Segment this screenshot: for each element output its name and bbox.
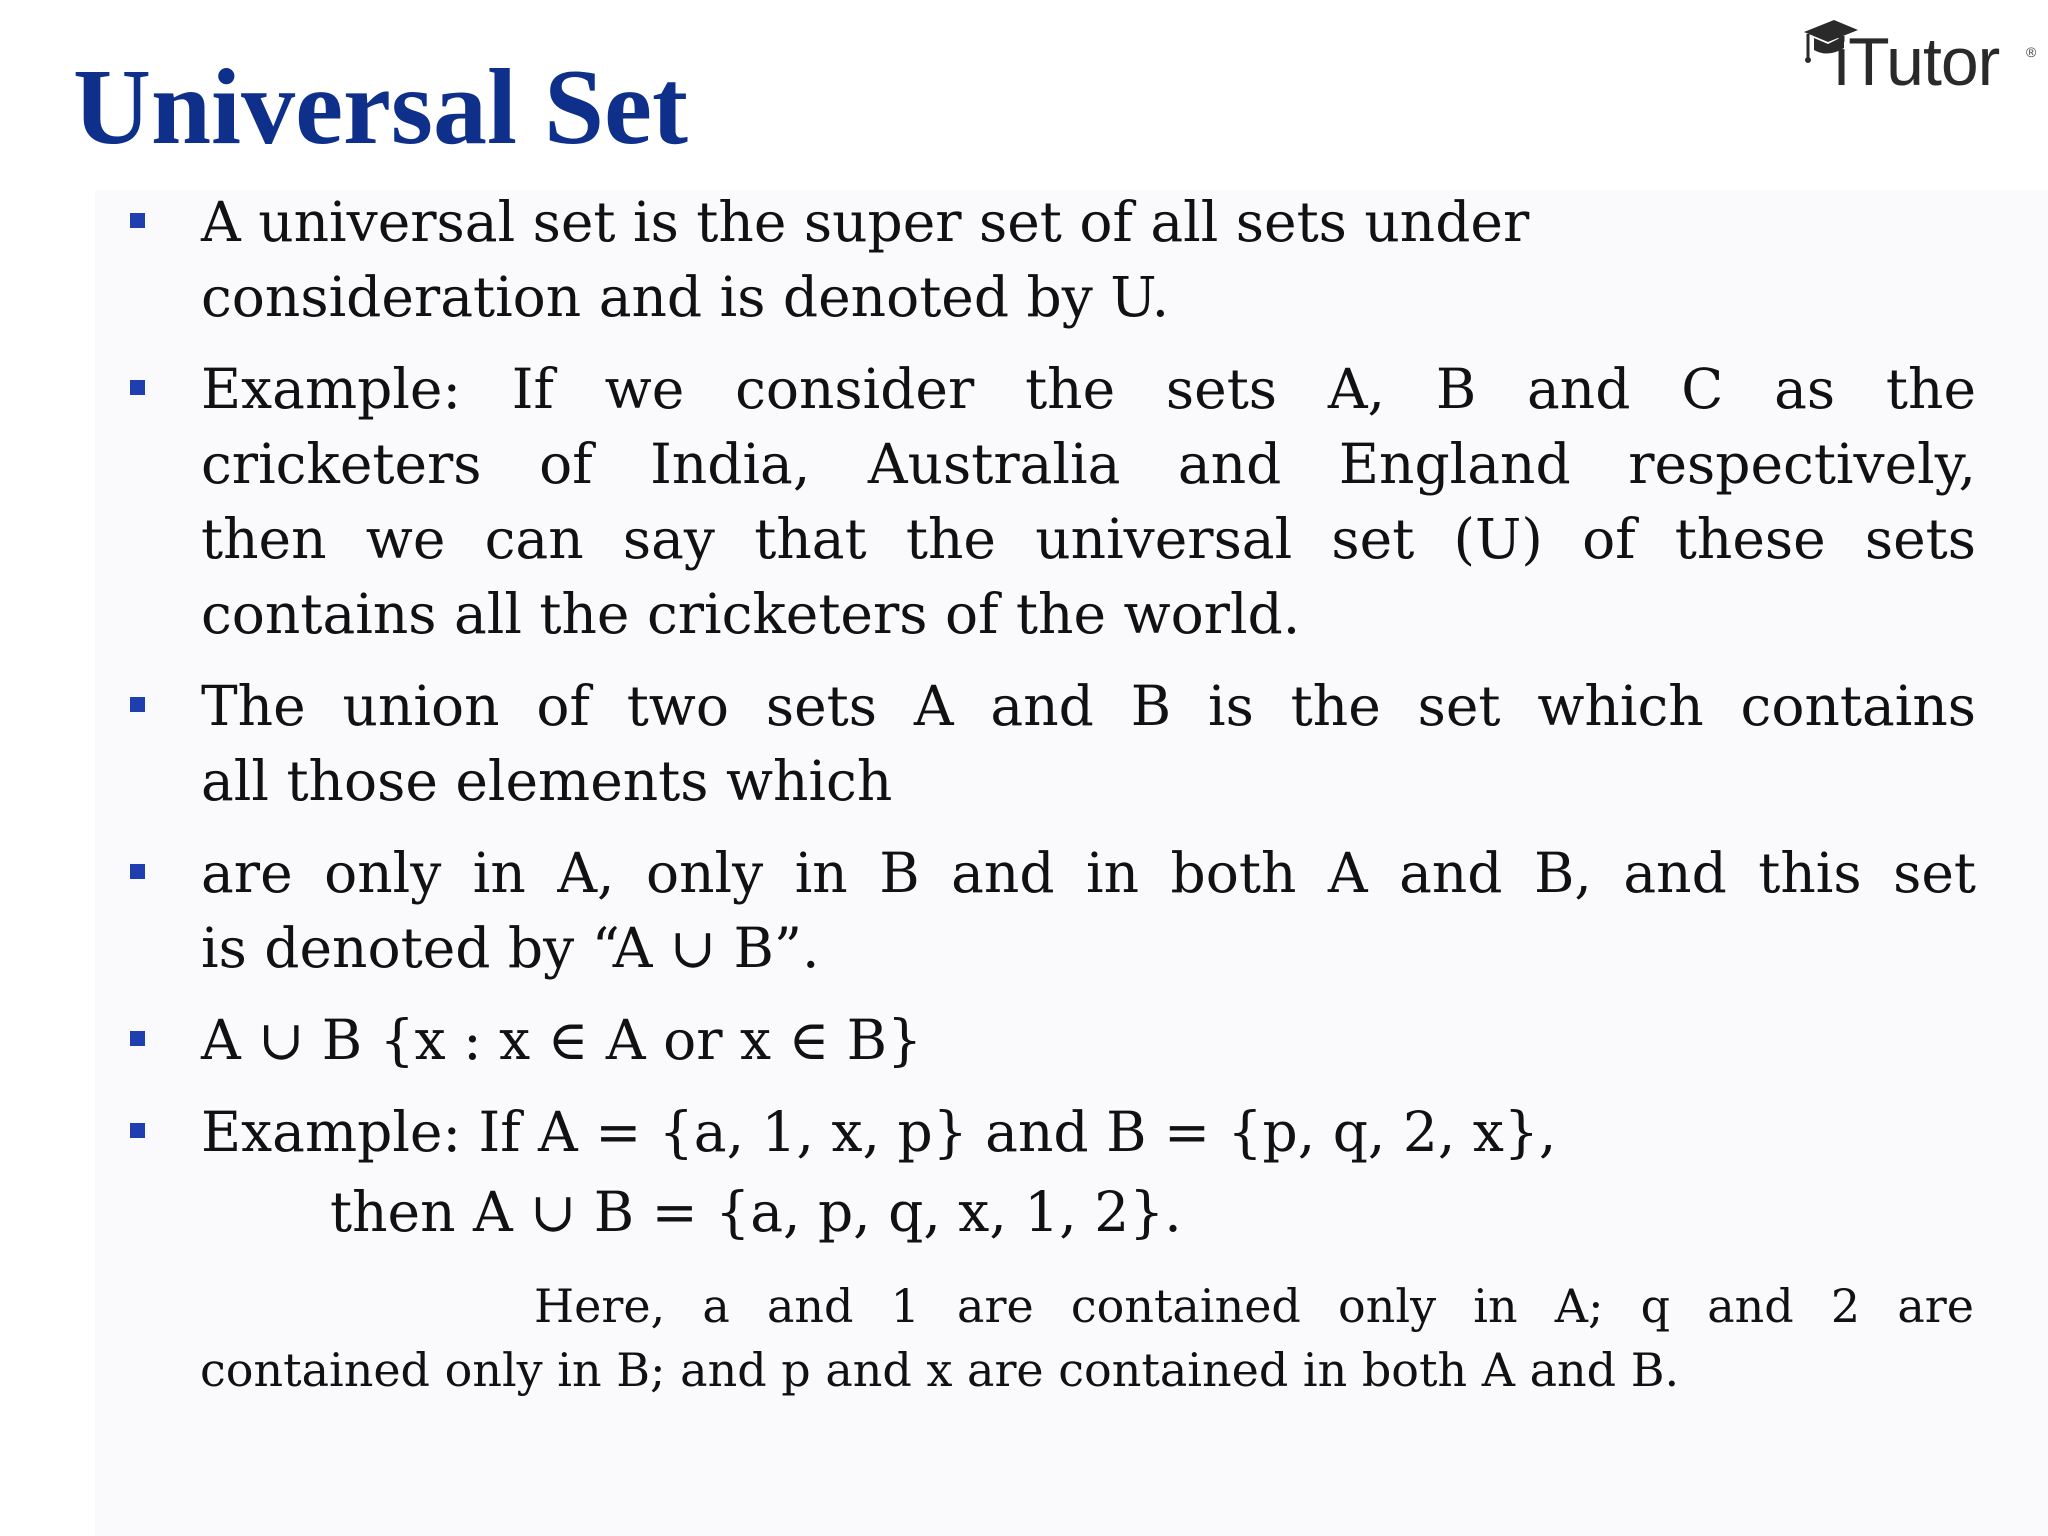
bullet-item	[124, 669, 1976, 819]
logo-text: iTutor	[1834, 24, 2000, 100]
bullet-marker	[130, 380, 145, 395]
bullet-item	[124, 1003, 1901, 1078]
registered-mark: ®	[2026, 44, 2037, 60]
bullet-item	[124, 185, 1901, 335]
bullet-line: are only in A, only in B and in both A and B, and this set	[201, 841, 1976, 905]
bullet-line: cricketers of India, Australia and England respectively,	[201, 432, 1976, 496]
explanation-line: contained only in B; and p and x are contained in both A and B.	[200, 1343, 1680, 1397]
bullet-line: A ∪ B {x : x ∈ A or x ∈ B}	[201, 1008, 923, 1072]
bullet-marker	[130, 864, 145, 879]
example-explanation	[200, 1274, 1974, 1402]
bullet-item	[124, 1095, 1901, 1170]
bullet-line: then we can say that the universal set (U) of these sets	[201, 507, 1976, 571]
bullet-line: contains all the cricketers of the world.	[201, 582, 1301, 646]
bullet-marker	[130, 213, 145, 228]
example-result-line: then A ∪ B = {a, p, q, x, 1, 2}.	[330, 1180, 1182, 1244]
bullet-list	[124, 185, 1974, 1187]
bullet-item	[124, 836, 1976, 986]
bullet-line: Example: If we consider the sets A, B and C as the	[201, 357, 1976, 421]
bullet-marker	[130, 697, 145, 712]
bullet-marker	[130, 1031, 145, 1046]
slide-title: Universal Set	[73, 48, 688, 167]
bullet-line: A universal set is the super set of all sets under	[201, 190, 1530, 254]
explanation-line: Here, a and 1 are contained only in A; q and 2 are	[534, 1279, 1974, 1333]
bullet-line: is denoted by “A ∪ B”.	[201, 916, 820, 980]
bullet-item	[124, 352, 1976, 652]
bullet-marker	[130, 1123, 145, 1138]
bullet-line: all those elements which	[201, 749, 893, 813]
bullet-line: Example: If A = {a, 1, x, p} and B = {p, q, 2, x},	[201, 1100, 1557, 1164]
bullet-line: The union of two sets A and B is the set which contains	[201, 674, 1976, 738]
itutor-logo	[1800, 14, 2040, 104]
bullet-line: consideration and is denoted by U.	[201, 265, 1170, 329]
